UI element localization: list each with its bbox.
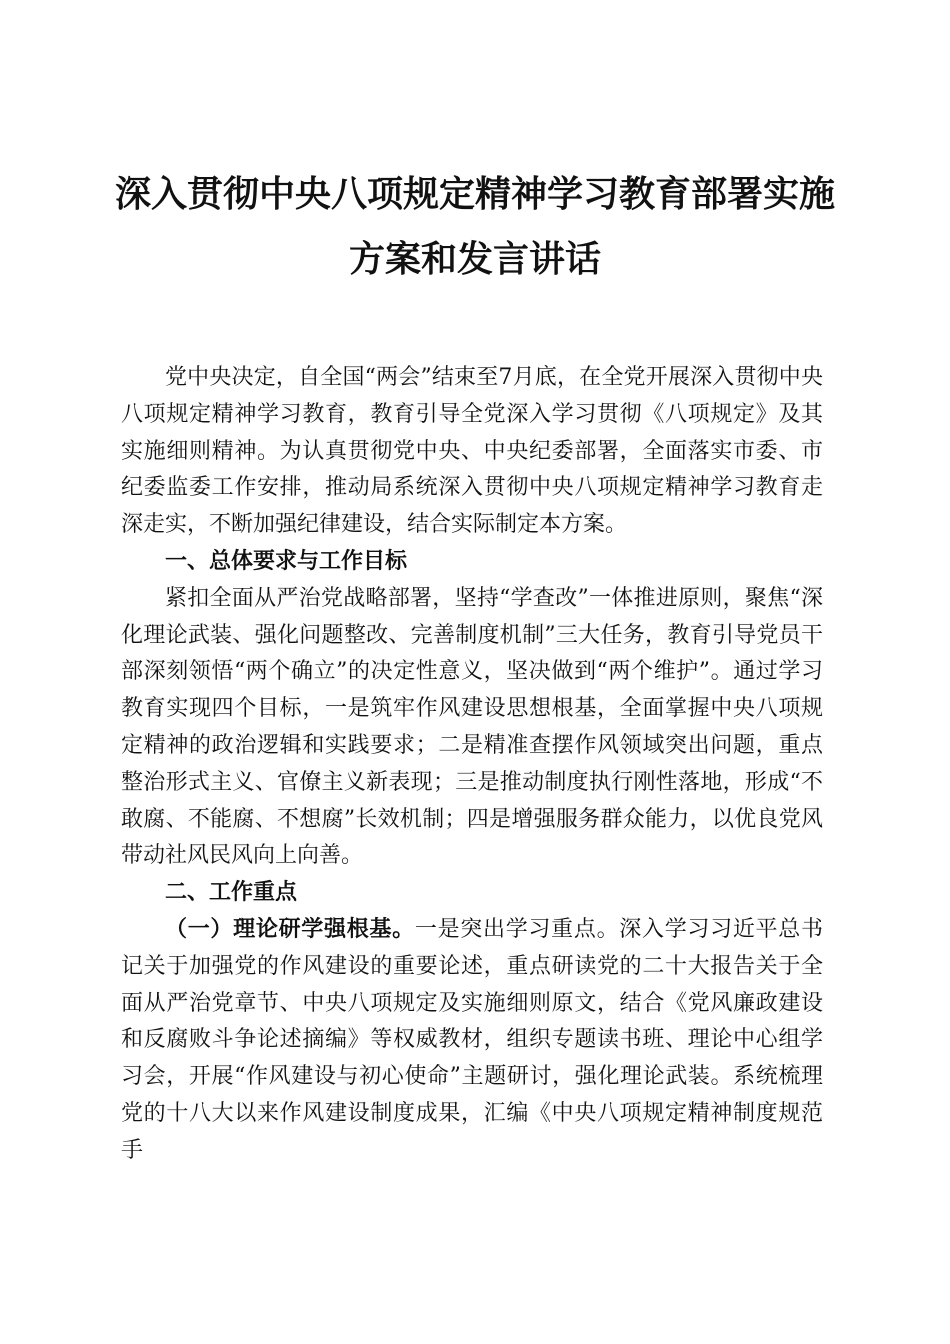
section-heading-overall-requirements: 一、总体要求与工作目标	[165, 548, 408, 574]
intro-paragraph: 党中央决定，自全国“两会”结束至7月底，在全党开展深入贯彻中央八项规定精神学习教育，教育引导全党深入学习贯彻《八项规定》及其实施细则精神。为认真贯彻党中央、中央纪委部署，全面落实市委、市纪委监委工作安排，推动局系统深入贯彻中央八项规定精神学习教育走深走实，不断加强纪律建设，结合实际制定本方案。	[121, 365, 823, 538]
document-title-line-2: 方案和发言讲话	[348, 239, 601, 280]
document-body	[121, 360, 823, 1170]
overall-requirements-paragraph: 紧扣全面从严治党战略部署，坚持“学查改”一体推进原则，聚焦“深化理论武装、强化问题整改、完善制度机制”三大任务，教育引导党员干部深刻领悟“两个确立”的决定性意义，坚决做到“两个维护”。通过学习教育实现四个目标，一是筑牢作风建设思想根基，全面掌握中央八项规定精神的政治逻辑和实践要求；二是精准查摆作风领域突出问题，重点整治形式主义、官僚主义新表现；三是推动制度执行刚性落地，形成“不敢腐、不能腐、不想腐”长效机制；四是增强服务群众能力，以优良党风带动社风民风向上向善。	[121, 585, 823, 869]
theory-study-text: 一是突出学习重点。深入学习习近平总书记关于加强党的作风建设的重要论述，重点研读党的二十大报告关于全面从严治党章节、中央八项规定及实施细则原文，结合《党风廉政建设和反腐败斗争论述摘编》等权威教材，组织专题读书班、理论中心组学习会，开展“作风建设与初心使命”主题研讨，强化理论武装。系统梳理党的十八大以来作风建设制度成果，汇编《中央八项规定精神制度规范手	[121, 916, 823, 1163]
theory-study-paragraph	[121, 912, 823, 1170]
section-heading-work-focus: 二、工作重点	[165, 880, 298, 906]
document-title-line-1: 深入贯彻中央八项规定精神学习教育部署实施	[114, 174, 835, 215]
subsection-heading-theory-study: （一）理论研学强根基。	[165, 916, 415, 942]
